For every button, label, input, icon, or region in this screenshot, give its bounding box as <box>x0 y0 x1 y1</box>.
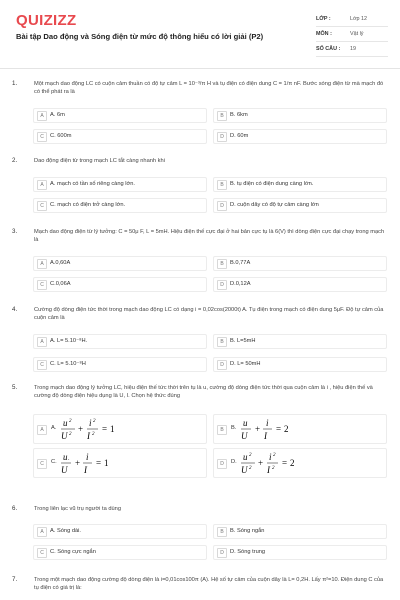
option-d[interactable] <box>213 545 387 560</box>
formula-term: 2 <box>290 458 295 468</box>
option-letter: D <box>217 360 227 370</box>
formula-c <box>60 450 130 476</box>
option-letter: D <box>217 548 227 558</box>
formula-term: + <box>75 458 81 468</box>
option-c[interactable] <box>33 198 207 213</box>
option-letter: C <box>37 280 47 290</box>
formula-term: 2 <box>69 419 72 424</box>
option-a[interactable] <box>33 414 207 444</box>
option-text: D. cuộn dây có độ tự cảm càng lớn <box>230 202 319 208</box>
formula-term: U <box>61 465 68 475</box>
question-text: Trong một mạch dao động cường độ dòng điện là i=0,01cos100π (A). Hệ số tự cảm của cuộn dây là L= 0,2H. Lấy π²=10. Điện dung C của tụ điện có giá trị là: <box>34 577 384 592</box>
formula-term: 2 <box>273 453 276 458</box>
option-text: C. Sóng cực ngắn <box>50 549 96 555</box>
option-d[interactable] <box>213 357 387 372</box>
question-text: Dao động điện từ trong mạch LC tắt càng nhanh khi <box>34 158 165 164</box>
formula-term: u <box>63 418 68 428</box>
worksheet-header <box>0 0 400 64</box>
option-text: D. 60m <box>230 133 249 139</box>
option-letter: C <box>37 459 47 469</box>
option-letter: A <box>37 425 47 435</box>
option-text: B. tụ điện có điện dung càng lớn. <box>230 181 314 187</box>
option-a[interactable] <box>33 256 207 271</box>
formula-term: = <box>282 458 288 468</box>
option-letter: B <box>217 180 227 190</box>
formula-d <box>240 450 310 476</box>
formula-term: I <box>264 431 267 441</box>
option-c[interactable] <box>33 129 207 144</box>
question-text: Trong liên lạc vũ trụ người ta dùng <box>34 506 121 512</box>
question-text: Mạch dao động điện từ lý tưởng: C = 50μ F, L = 5mH. Hiệu điện thế cực đại ở hai bản cực tụ là 6(V) thì dòng điện cực đại chạy trong mạch là <box>34 229 385 244</box>
question-text: Cường độ dòng điện tức thời trong mạch dao động LC có dạng i = 0,02cos(2000t) A. Tụ điện trong mạch có điện dung 5μF. Độ tự cảm của cuộn cảm là <box>34 307 384 322</box>
option-b[interactable] <box>213 334 387 349</box>
option-text: A. 6m <box>50 112 65 118</box>
question-number: 6. <box>12 505 18 512</box>
option-text: B. 6km <box>230 112 248 118</box>
formula-term: u <box>243 452 248 462</box>
option-text: B.0,77A <box>230 260 251 266</box>
option-c[interactable] <box>33 545 207 560</box>
option-c[interactable] <box>33 357 207 372</box>
option-a[interactable] <box>33 524 207 539</box>
option-c[interactable] <box>33 277 207 292</box>
option-text: C.0,06A <box>50 281 71 287</box>
option-text: D. Sóng trung <box>230 549 266 555</box>
option-letter: B <box>217 111 227 121</box>
meta-value: Lớp 12 <box>350 16 368 22</box>
formula-term: 2 <box>249 466 252 471</box>
formula-term: I <box>87 431 90 441</box>
option-letter: D <box>217 280 227 290</box>
formula-term: i <box>89 418 92 428</box>
option-letter: A <box>37 527 47 537</box>
formula-term: = <box>96 458 102 468</box>
option-text: C. mạch có điện trở càng lớn. <box>50 202 126 208</box>
option-text: D. <box>231 459 237 465</box>
formula-term: 2 <box>272 466 275 471</box>
formula-term: 2 <box>92 432 95 437</box>
meta-value: 19 <box>350 46 356 52</box>
option-a[interactable] <box>33 108 207 123</box>
page-title: Bài tập Dao động và Sóng điện từ mức độ thông hiểu có lời giải (P2) <box>16 32 264 41</box>
option-text: D. L= 50mH <box>230 361 261 367</box>
formula-term: 2 <box>284 424 289 434</box>
formula-term: u <box>63 452 68 462</box>
question-number: 2. <box>12 157 18 164</box>
option-text: B. <box>231 425 237 431</box>
option-letter: A <box>37 111 47 121</box>
formula-term: 2 <box>69 432 72 437</box>
formula-term: + <box>258 458 264 468</box>
option-d[interactable] <box>213 448 387 478</box>
formula-term: 2 <box>93 419 96 424</box>
option-a[interactable] <box>33 334 207 349</box>
question-number: 5. <box>12 384 18 391</box>
option-letter: C <box>37 132 47 142</box>
meta-key: LỚP : <box>316 16 331 22</box>
option-text: C. <box>51 459 57 465</box>
option-text: A. <box>51 425 57 431</box>
question-text: Trong mạch dao động lý tưởng LC, hiệu điện thế tức thời trên tụ là u, cường độ dòng điện tức thời qua cuộn cảm là i , hiệu điện thế và cường độ dòng điện hiệu dụng là U, I. Chọn hệ thức đúng <box>34 385 373 400</box>
formula-term: 2 <box>249 453 252 458</box>
formula-term: U <box>241 431 248 441</box>
option-a[interactable] <box>33 177 207 192</box>
option-text: B. L=5mH <box>230 338 256 344</box>
formula-term: u <box>243 418 248 428</box>
option-text: C. 600m <box>50 133 72 139</box>
option-letter: B <box>217 259 227 269</box>
formula-a <box>60 416 130 442</box>
option-b[interactable] <box>213 177 387 192</box>
formula-term: 1 <box>110 424 115 434</box>
formula-term: U <box>241 465 248 475</box>
option-letter: D <box>217 132 227 142</box>
formula-term: i <box>266 418 269 428</box>
svg-text:.: . <box>68 456 70 462</box>
formula-term: U <box>61 431 68 441</box>
option-letter: D <box>217 459 227 469</box>
formula-term: I <box>267 465 270 475</box>
option-letter: A <box>37 259 47 269</box>
formula-term: i <box>86 452 89 462</box>
meta-row-count <box>316 42 388 57</box>
option-text: A. L= 5.10⁻⁸H. <box>50 338 88 344</box>
option-letter: B <box>217 425 227 435</box>
option-b[interactable] <box>213 414 387 444</box>
quizizz-logo: QUIZIZZ <box>16 12 77 29</box>
option-text: A.0,60A <box>50 260 71 266</box>
formula-term: + <box>255 424 261 434</box>
formula-term: i <box>269 452 272 462</box>
option-letter: C <box>37 201 47 211</box>
option-d[interactable] <box>213 198 387 213</box>
option-c[interactable] <box>33 448 207 478</box>
option-text: D.0,12A <box>230 281 251 287</box>
meta-key: MÔN : <box>316 31 332 37</box>
option-b[interactable] <box>213 256 387 271</box>
header-divider <box>0 68 400 69</box>
option-b[interactable] <box>213 524 387 539</box>
meta-panel <box>316 12 388 57</box>
formula-term: = <box>276 424 282 434</box>
formula-b <box>240 416 310 442</box>
meta-row-class <box>316 12 388 27</box>
question-text: Một mạch dao động LC có cuộn cảm thuần có độ tự cảm L = 10⁻³/π H và tụ điện có điện dung C = 1/π nF. Bước sóng điện từ mà mạch đó có thể phát ra là <box>34 81 384 96</box>
meta-row-subject <box>316 27 388 42</box>
option-letter: D <box>217 201 227 211</box>
meta-key: SỐ CÂU : <box>316 46 341 52</box>
question-number: 1. <box>12 80 18 87</box>
option-letter: A <box>37 180 47 190</box>
question-number: 7. <box>12 576 18 583</box>
formula-term: 1 <box>104 458 109 468</box>
option-letter: A <box>37 337 47 347</box>
option-text: B. Sóng ngắn <box>230 528 265 534</box>
option-b[interactable] <box>213 108 387 123</box>
formula-term: + <box>78 424 84 434</box>
option-d[interactable] <box>213 129 387 144</box>
option-text: A. Sóng dài. <box>50 528 81 534</box>
option-letter: C <box>37 360 47 370</box>
formula-term: = <box>102 424 108 434</box>
option-text: C. L= 5.10⁻⁸H <box>50 361 86 367</box>
option-d[interactable] <box>213 277 387 292</box>
question-number: 3. <box>12 228 18 235</box>
formula-term: I <box>84 465 87 475</box>
option-letter: C <box>37 548 47 558</box>
option-letter: B <box>217 337 227 347</box>
option-text: A. mạch có tần số riêng càng lớn. <box>50 181 135 187</box>
meta-value: Vật lý <box>350 31 364 37</box>
question-number: 4. <box>12 306 18 313</box>
option-letter: B <box>217 527 227 537</box>
